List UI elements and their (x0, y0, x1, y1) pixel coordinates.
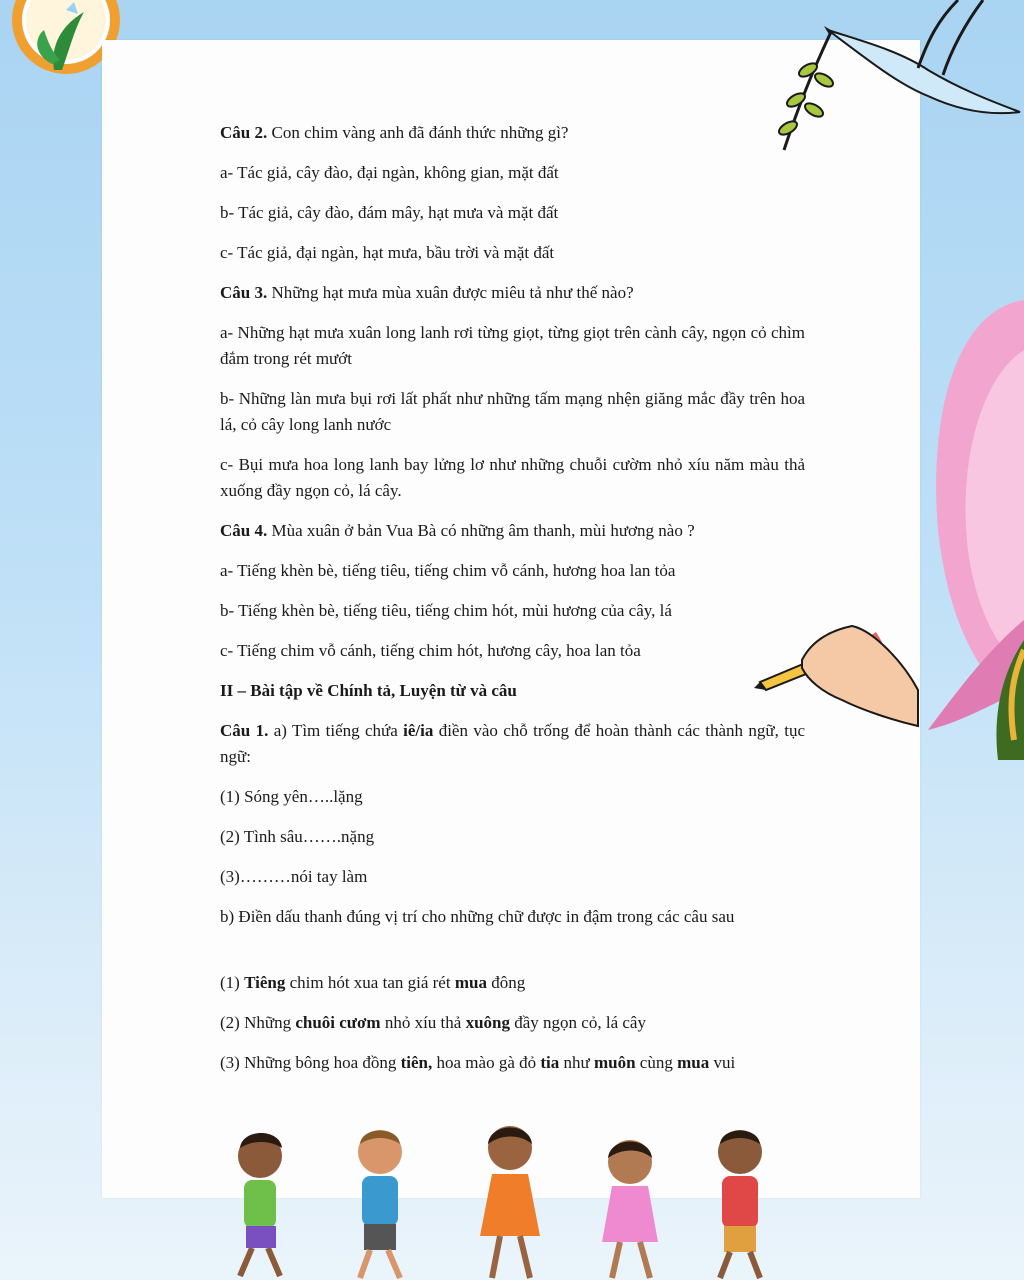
exercise-1b: b) Điền dấu thanh đúng vị trí cho những chữ được in đậm trong các câu sau (220, 907, 735, 926)
exercise-1a: Câu 1. a) Tìm tiếng chứa iê/ia điền vào chỗ trống để hoàn thành các thành ngữ, tục ngữ: (220, 721, 805, 766)
walking-children-icon (210, 1118, 810, 1280)
question-4-title: Câu 4. Mùa xuân ở bản Vua Bà có những âm thanh, mùi hương nào ? (220, 521, 695, 540)
worksheet-page (102, 40, 920, 1198)
question-4-option-b: b- Tiếng khèn bè, tiếng tiêu, tiếng chim hót, mùi hương của cây, lá (220, 601, 672, 620)
question-3-title: Câu 3. Những hạt mưa mùa xuân được miêu tả như thế nào? (220, 283, 634, 302)
idiom-2: (2) Tình sâu…….nặng (220, 827, 375, 846)
dove-with-branch-icon (768, 0, 1024, 160)
question-2-title: Câu 2. Con chim vàng anh đã đánh thức những gì? (220, 123, 569, 142)
sentence-3: (3) Những bông hoa đồng tiên, hoa mào gà đỏ tia như muôn cùng mua vui (220, 1053, 736, 1072)
hand-with-pencil-icon (752, 620, 922, 730)
question-2-option-a: a- Tác giả, cây đào, đại ngàn, không gian, mặt đất (220, 163, 559, 182)
sentence-1: (1) Tiêng chim hót xua tan giá rét mua đông (220, 973, 526, 992)
section-2-heading: II – Bài tập về Chính tả, Luyện từ và câu (220, 681, 517, 700)
question-3-option-b: b- Những làn mưa bụi rơi lất phất như những tấm mạng nhện giăng mắc đầy trên hoa lá, cỏ cây long lanh nước (220, 389, 805, 434)
pink-flower-icon (918, 290, 1024, 770)
idiom-3: (3)………nói tay làm (220, 867, 368, 886)
sentence-2: (2) Những chuôi cươm nhỏ xíu thả xuông đầy ngọn cỏ, lá cây (220, 1013, 646, 1032)
idiom-1: (1) Sóng yên…..lặng (220, 787, 363, 806)
question-4-option-a: a- Tiếng khèn bè, tiếng tiêu, tiếng chim vỗ cánh, hương hoa lan tỏa (220, 561, 676, 580)
question-4-option-c: c- Tiếng chim vỗ cánh, tiếng chim hót, hương cây, hoa lan tỏa (220, 641, 641, 660)
question-3-option-a: a- Những hạt mưa xuân long lanh rơi từng giọt, từng giọt trên cành cây, ngọn cỏ chìm đắm trong rét mướt (220, 323, 805, 368)
question-2-option-c: c- Tác giả, đại ngàn, hạt mưa, bầu trời và mặt đất (220, 243, 555, 262)
question-3-option-c: c- Bụi mưa hoa long lanh bay lửng lơ như những chuỗi cườm nhỏ xíu năm màu thả xuống đầy ngọn cỏ, lá cây. (220, 455, 805, 500)
question-2-option-b: b- Tác giả, cây đào, đám mây, hạt mưa và mặt đất (220, 203, 559, 222)
